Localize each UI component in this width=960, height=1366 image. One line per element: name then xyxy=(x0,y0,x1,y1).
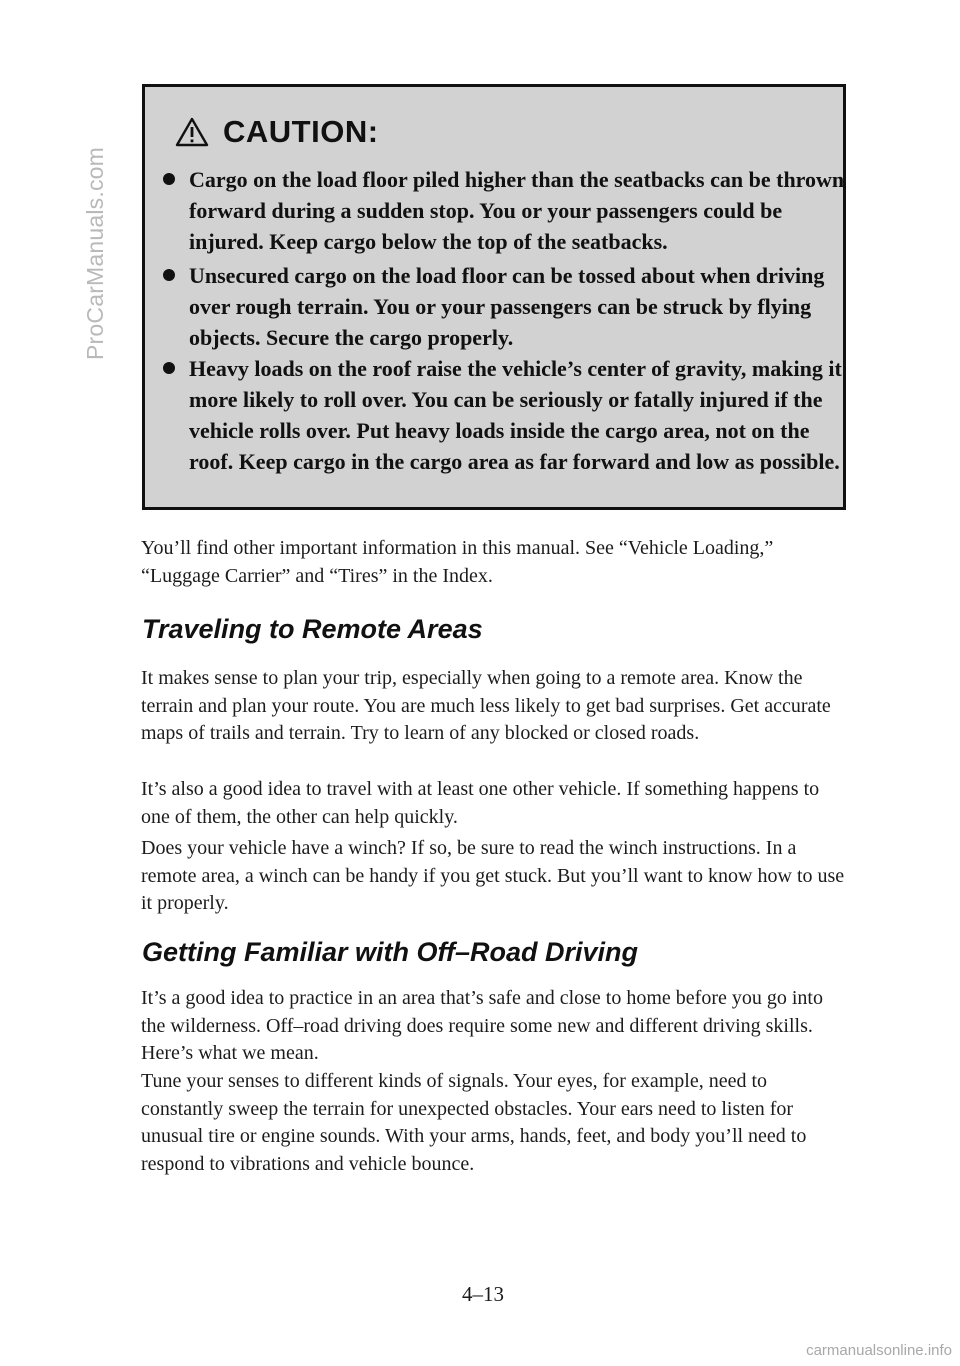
paragraph: It’s also a good idea to travel with at least one other vehicle. If something happens to one of them, the other can help quickly. xyxy=(141,778,820,828)
caution-item-text: Heavy loads on the roof raise the vehicle’s center of gravity, making it more likely to roll over. You can be seriously or fatally injured if the vehicle rolls over. Put heavy loads inside the cargo area, not on the roof. Keep cargo in the cargo area as far forward and low as possible. xyxy=(189,356,842,474)
intro-paragraph: You’ll find other important information in this manual. See “Vehicle Loading,” “Luggage Carrier” and “Tires” in the Index. xyxy=(141,537,774,587)
caution-item-text: Unsecured cargo on the load floor can be tossed about when driving over rough terrain. You or your passengers can be struck by flying objects. Secure the cargo properly. xyxy=(189,263,825,350)
page-number: 4–13 xyxy=(462,1282,504,1306)
bullet-icon xyxy=(163,269,175,281)
bullet-icon xyxy=(163,362,175,374)
caution-item xyxy=(189,353,849,477)
bottom-watermark: carmanualsonline.info xyxy=(806,1342,952,1359)
caution-item xyxy=(189,164,849,257)
side-watermark: ProCarManuals.com xyxy=(82,146,108,360)
paragraph: It makes sense to plan your trip, especially when going to a remote area. Know the terrain and plan your route. You are much less likely to get bad surprises. Get accurate maps of trails and terrain. Try to learn of any blocked or closed roads. xyxy=(141,667,831,744)
paragraph: Does your vehicle have a winch? If so, be sure to read the winch instructions. In a remote area, a winch can be handy if you get stuck. But you’ll want to know how to use it properly. xyxy=(141,837,845,914)
bullet-icon xyxy=(163,173,175,185)
caution-title: CAUTION: xyxy=(223,114,379,149)
caution-header xyxy=(175,112,379,152)
warning-triangle-icon xyxy=(175,117,209,147)
paragraph: Tune your senses to different kinds of signals. Your eyes, for example, need to constantly sweep the terrain for unexpected obstacles. Your ears need to listen for unusual tire or engine sounds. With your arms, hands, feet, and body you’ll need to respond to vibrations and vehicle bounce. xyxy=(141,1070,807,1175)
caution-box xyxy=(142,84,846,510)
section-heading-off-road: Getting Familiar with Off–Road Driving xyxy=(142,937,639,967)
caution-item-text: Cargo on the load floor piled higher than the seatbacks can be thrown forward during a sudden stop. You or your passengers could be injured. Keep cargo below the top of the seatbacks. xyxy=(189,167,845,254)
caution-item xyxy=(189,260,849,353)
section-heading-remote-areas: Traveling to Remote Areas xyxy=(142,614,483,644)
paragraph: It’s a good idea to practice in an area that’s safe and close to home before you go into the wilderness. Off–road driving does require some new and different driving skills. Here’s what we mean. xyxy=(141,987,823,1064)
